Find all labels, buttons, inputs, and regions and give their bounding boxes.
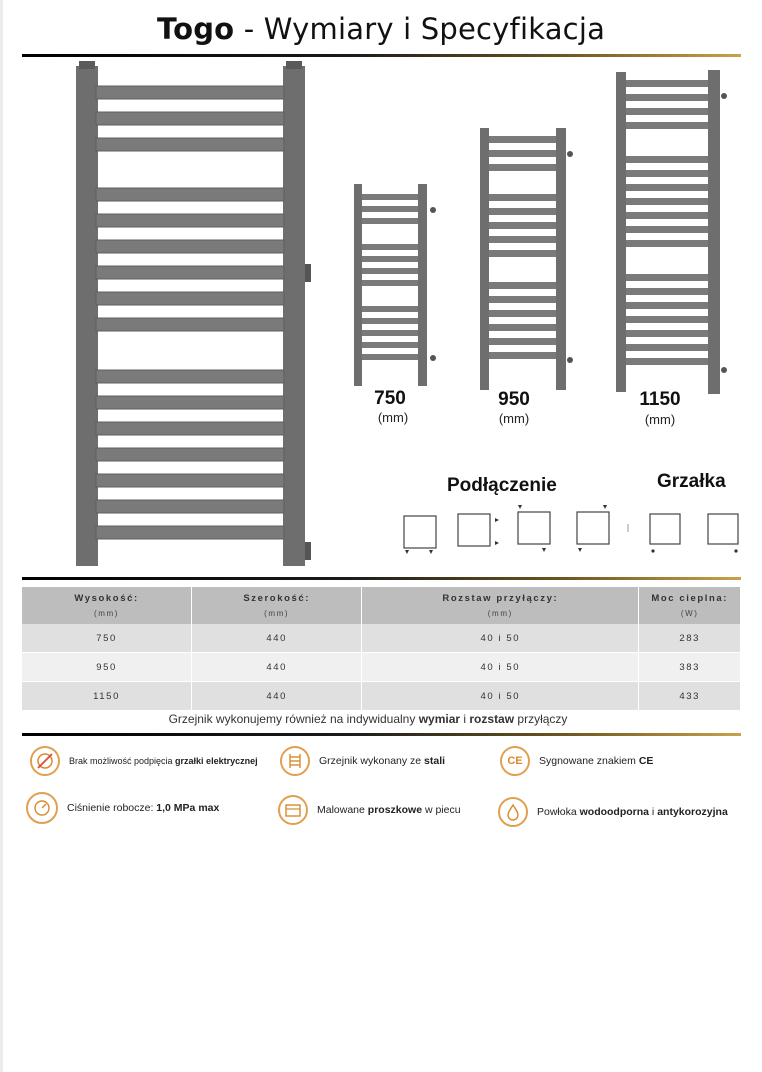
feature-text: Brak możliwość podpięcia grzałki elektrycznej bbox=[69, 756, 258, 766]
cell-power: 283 bbox=[639, 624, 741, 653]
feature-no-heater bbox=[30, 746, 258, 776]
cell-spacing: 40 i 50 bbox=[362, 653, 639, 682]
radiator-750-image bbox=[348, 180, 440, 390]
radiator-1150-image bbox=[610, 66, 736, 396]
header-width: Szerokość: (mm) bbox=[192, 587, 362, 624]
left-page-edge bbox=[0, 0, 3, 1072]
radiator-main-image bbox=[50, 60, 320, 570]
feature-pressure bbox=[26, 792, 219, 824]
table-row bbox=[22, 653, 741, 682]
feature-text: Powłoka wodoodporna i antykorozyjna bbox=[537, 806, 728, 818]
cell-spacing: 40 i 50 bbox=[362, 682, 639, 711]
no-heater-icon bbox=[30, 746, 60, 776]
height-label-950: 950 bbox=[498, 389, 530, 410]
title-brand: Togo bbox=[156, 12, 235, 46]
divider-top bbox=[22, 54, 741, 57]
feature-text: Grzejnik wykonany ze stali bbox=[319, 755, 446, 767]
feature-text: Sygnowane znakiem CE bbox=[539, 755, 654, 767]
cell-width: 440 bbox=[192, 624, 362, 653]
radiator-icon bbox=[280, 746, 310, 776]
connection-heading: Podłączenie bbox=[447, 475, 557, 496]
cell-height: 950 bbox=[22, 653, 192, 682]
heater-heading: Grzałka bbox=[657, 471, 726, 492]
table-row bbox=[22, 682, 741, 711]
header-height: Wysokość: (mm) bbox=[22, 587, 192, 624]
feature-coating bbox=[498, 797, 728, 827]
feature-text: Malowane proszkowe w piecu bbox=[317, 804, 461, 816]
divider-bottom bbox=[22, 733, 741, 736]
connection-scheme-diagrams bbox=[396, 500, 746, 562]
unit-label-950: (mm) bbox=[498, 411, 530, 426]
custom-size-note: Grzejnik wykonujemy również na indywidualny wymiar i rozstaw przyłączy bbox=[168, 712, 568, 726]
header-spacing: Rozstaw przyłączy: (mm) bbox=[362, 587, 639, 624]
table-row bbox=[22, 624, 741, 653]
height-label-750: 750 bbox=[374, 388, 406, 409]
feature-steel bbox=[280, 746, 445, 776]
divider-middle bbox=[22, 577, 741, 580]
water-drop-icon bbox=[498, 797, 528, 827]
title-rest: - Wymiary i Specyfikacja bbox=[243, 12, 606, 46]
cell-width: 440 bbox=[192, 653, 362, 682]
cell-height: 750 bbox=[22, 624, 192, 653]
unit-label-1150: (mm) bbox=[644, 412, 676, 427]
cell-width: 440 bbox=[192, 682, 362, 711]
gauge-icon bbox=[26, 792, 58, 824]
unit-label-750: (mm) bbox=[377, 410, 409, 425]
cell-height: 1150 bbox=[22, 682, 192, 711]
paint-oven-icon bbox=[278, 795, 308, 825]
cell-spacing: 40 i 50 bbox=[362, 624, 639, 653]
feature-powder bbox=[278, 795, 461, 825]
feature-text: Ciśnienie robocze: 1,0 MPa max bbox=[67, 802, 220, 814]
height-label-1150: 1150 bbox=[639, 389, 681, 410]
table-header-row bbox=[22, 587, 741, 624]
radiator-950-image bbox=[474, 124, 578, 392]
cell-power: 433 bbox=[639, 682, 741, 711]
feature-ce bbox=[500, 746, 653, 776]
header-power: Moc cieplna: (W) bbox=[639, 587, 741, 624]
ce-icon: CE bbox=[500, 746, 530, 776]
page-title bbox=[0, 12, 762, 46]
cell-power: 383 bbox=[639, 653, 741, 682]
spec-table bbox=[22, 587, 741, 711]
